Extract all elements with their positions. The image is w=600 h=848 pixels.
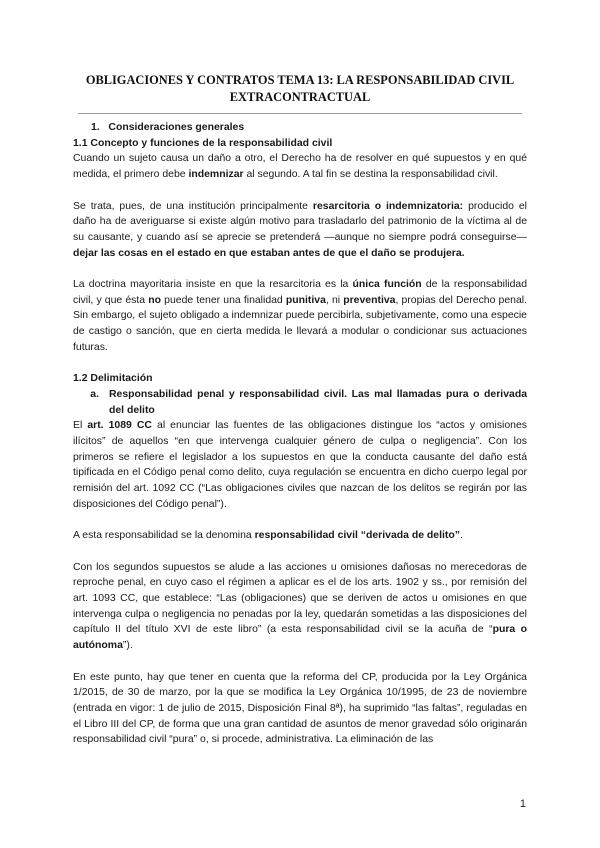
document-body [73, 120, 527, 748]
paragraph-5: A esta responsabilidad se la denomina responsabilidad civil “derivada de delito”. [73, 530, 463, 542]
subsection-heading-a: a. Responsabilidad penal y responsabilidad civil. Las mal llamadas pura o derivada del delito [90, 388, 527, 416]
paragraph-4: El art. 1089 CC al enunciar las fuentes de las obligaciones distingue los “actos y omisiones ilícitos” de aquellos “en que intervenga cualquier género de culpa o negligencia”. Con los primeros se refiere el legislador a los supuestos en que la conducta causante del daño está tipificada en el Código penal como delito, cuya regulación se encuentra en dicho cuerpo legal por remisión del art. 1092 CC (“Las obligaciones civiles que nazcan de los delitos se regirán por las disposiciones del Código penal”). [73, 420, 527, 510]
paragraph-6: Con los segundos supuestos se alude a las acciones u omisiones dañosas no merecedoras de reproche penal, en cuyo caso el régimen a aplicar es el de los arts. 1902 y ss., por remisión del art. 1093 CC, que establece: “Las (obligaciones) que se deriven de actos u omisiones en que intervenga culpa o negligencia no penadas por la ley, quedarán sometidas a las disposiciones del capítulo II del título XVI de este libro” (a esta responsabilidad civil se la acuña de “pura o autónoma”). [73, 561, 527, 652]
paragraph-1: Cuando un sujeto causa un daño a otro, el Derecho ha de resolver en qué supuestos y en qué medida, el primero debe indemnizar al segundo. A tal fin se destina la responsabilidad civil. [73, 153, 527, 181]
page-number: 1 [519, 798, 526, 810]
paragraph-7: En este punto, hay que tener en cuenta que la reforma del CP, producida por la Ley Orgánica 1/2015, de 30 de marzo, por la que se modifica la Ley Orgánica 10/1995, de 23 de noviembre (entrada en vigor: 1 de julio de 2015, Disposición Final 8ª), ha suprimido “las faltas”, reguladas en el Libro III del CP, de forma que una gran cantidad de asuntos de menor gravedad sólo originarán responsabilidad civil “pura” o, si procede, administrativa. La eliminación de las [73, 671, 527, 746]
section-heading-1: 1. Consideraciones generales [91, 122, 245, 133]
document-title: OBLIGACIONES Y CONTRATOS TEMA 13: LA RESPONSABILIDAD CIVIL EXTRACONTRACTUAL [85, 73, 515, 104]
section-heading-1-2: 1.2 Delimitación [73, 373, 153, 385]
paragraph-3: La doctrina mayoritaria insiste en que la resarcitoria es la única función de la responsabilidad civil, y que ésta no puede tener una finalidad punitiva, ni preventiva, propias del Derecho penal. Sin embargo, el sujeto obligado a indemnizar puede percibirla, subjetivamente, como una especie de castigo o sanción, que en cierta medida le llevará a modular o condicionar sus actuaciones futuras. [73, 279, 528, 353]
title-divider [78, 113, 522, 114]
paragraph-2: Se trata, pues, de una institución principalmente resarcitoria o indemnizatoria: producido el daño ha de averiguarse si existe algún motivo para trasladarlo del patrimonio de la víctima al de su causante, y cuando así se aprecie se pretenderá —aunque no siempre podrá conseguirse— dejar las cosas en el estado en que estaban antes de que el daño se produjera. [73, 200, 527, 259]
section-heading-1-1: 1.1 Concepto y funciones de la responsabilidad civil [73, 137, 333, 149]
